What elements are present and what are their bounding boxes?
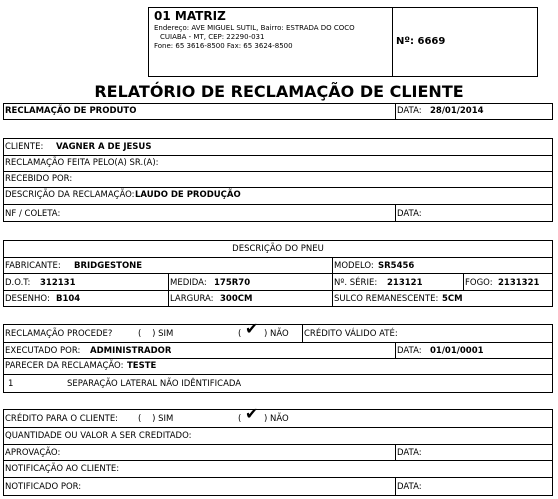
- tire-section-title: DESCRIÇÃO DO PNEU: [232, 244, 324, 254]
- proceeds-label: RECLAMAÇÃO PROCEDE?: [5, 329, 113, 339]
- approval-date-label: DATA:: [397, 448, 422, 458]
- report-date-label: DATA:: [397, 106, 422, 116]
- executed-label: EXECUTADO POR:: [5, 346, 81, 356]
- credit-yes-option[interactable]: ( ) SIM: [138, 414, 174, 424]
- credit-label: CRÉDITO PARA O CLIENTE:: [5, 414, 119, 424]
- exec-date-value: 01/01/0001: [430, 346, 484, 356]
- serial-value: 213121: [387, 278, 423, 288]
- client-label: CLIENTE:: [5, 142, 44, 152]
- model-label: MODELO:: [334, 261, 374, 271]
- proceeds-check-icon: ✔: [245, 322, 259, 336]
- received-by-label: RECEBIDO POR:: [5, 174, 73, 184]
- credit-no-option[interactable]: ) NÃO: [264, 414, 289, 424]
- description-value: LAUDO DE PRODUÇÃO: [135, 190, 241, 200]
- size-value: 175R70: [214, 278, 251, 288]
- nf-date-label: DATA:: [397, 209, 422, 219]
- notified-by-label: NOTIFICADO POR:: [5, 482, 82, 492]
- groove-label: SULCO REMANESCENTE:: [334, 294, 439, 304]
- manufacturer-value: BRIDGESTONE: [74, 261, 143, 271]
- amount-label: QUANTIDADE OU VALOR A SER CREDITADO:: [5, 431, 192, 441]
- header-divider: [392, 7, 393, 77]
- made-by-label: RECLAMAÇÃO FEITA PELO(A) SR.(A):: [5, 158, 159, 168]
- proceeds-yes-option[interactable]: ( ) SIM: [138, 329, 174, 339]
- client-value: VAGNER A DE JESUS: [56, 142, 152, 152]
- manufacturer-label: FABRICANTE:: [5, 261, 61, 271]
- executed-value: ADMINISTRADOR: [90, 346, 172, 356]
- size-label: MEDIDA:: [170, 278, 207, 288]
- opinion-value: TESTE: [127, 361, 157, 371]
- width-label: LARGURA:: [170, 294, 214, 304]
- document-number: Nº: 6669: [396, 36, 446, 47]
- dot-value: 312131: [40, 278, 76, 288]
- valid-credit-label: CRÉDITO VÁLIDO ATÉ:: [304, 329, 398, 339]
- report-date-value: 28/01/2014: [430, 106, 484, 116]
- serial-label: Nº. SÉRIE:: [334, 278, 378, 288]
- design-label: DESENHO:: [5, 294, 50, 304]
- design-value: B104: [56, 294, 81, 304]
- model-value: SR5456: [378, 261, 415, 271]
- credit-check-icon: ✔: [245, 407, 259, 421]
- page-title: RELATÓRIO DE RECLAMAÇÃO DE CLIENTE: [94, 82, 464, 101]
- width-value: 300CM: [220, 294, 253, 304]
- fire-label: FOGO:: [465, 278, 493, 288]
- finding-index: 1: [8, 379, 14, 389]
- notification-label: NOTIFICAÇÃO AO CLIENTE:: [5, 464, 120, 474]
- proceeds-no-open[interactable]: (: [238, 329, 242, 339]
- groove-value: 5CM: [442, 294, 463, 304]
- proceeds-no-option[interactable]: ) NÃO: [264, 329, 289, 339]
- nf-label: NF / COLETA:: [5, 209, 61, 219]
- company-phones: Fone: 65 3616-8500 Fax: 65 3624-8500: [154, 42, 293, 50]
- report-type: RECLAMAÇÃO DE PRODUTO: [5, 106, 137, 116]
- dot-label: D.O.T:: [5, 278, 31, 288]
- fire-value: 2131321: [498, 278, 540, 288]
- exec-date-label: DATA:: [397, 346, 422, 356]
- opinion-label: PARECER DA RECLAMAÇÃO:: [5, 361, 124, 371]
- approval-label: APROVAÇÃO:: [5, 448, 61, 458]
- company-name: 01 MATRIZ: [154, 9, 226, 23]
- company-address-line1: Endereço: AVE MIGUEL SUTIL, Bairro: ESTRADA DO COCO: [154, 24, 355, 32]
- company-address-line2: CUIABA - MT, CEP: 22290-031: [160, 33, 265, 41]
- finding-text: SEPARAÇÃO LATERAL NÃO IDÊNTIFICADA: [67, 379, 242, 389]
- credit-no-open[interactable]: (: [238, 414, 242, 424]
- notified-date-label: DATA:: [397, 482, 422, 492]
- description-label: DESCRIÇÃO DA RECLAMAÇÃO:: [5, 190, 135, 200]
